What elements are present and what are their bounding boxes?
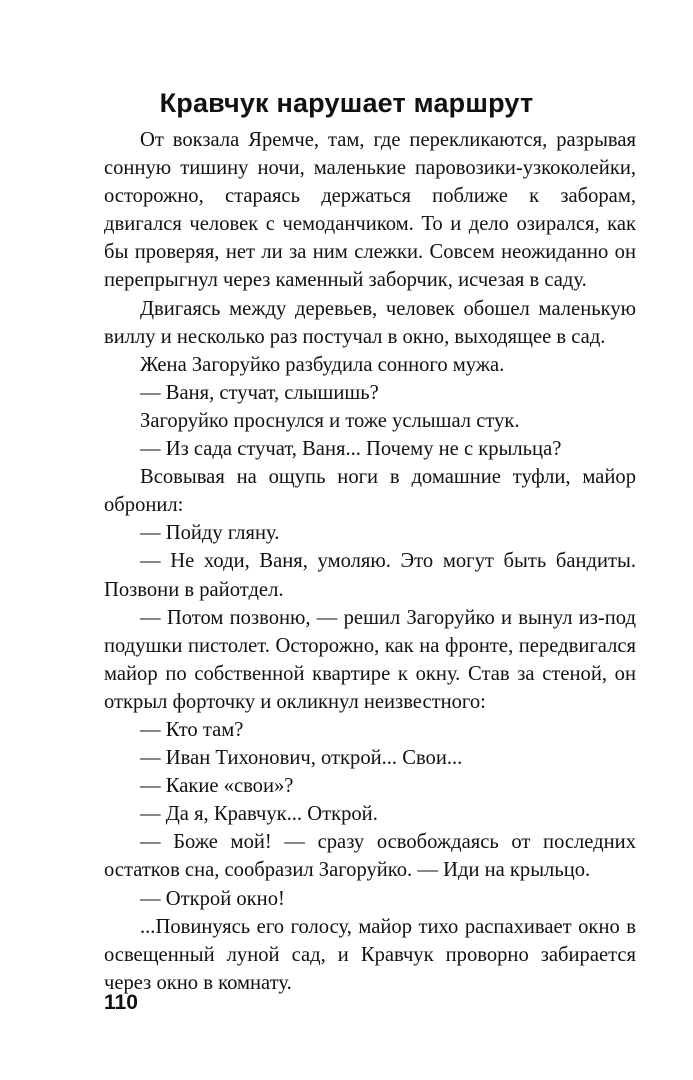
paragraph: Загоруйко проснулся и тоже услышал стук. [140,409,520,432]
paragraph: — Иван Тихонович, открой... Свои... [140,747,463,770]
paragraph: — Боже мой! — сразу освобождаясь от последних остатков сна, сообразил Загоруйко. — Иди на крыльцо. [104,831,636,882]
paragraph: Жена Загоруйко разбудила сонного мужа. [140,353,505,376]
paragraph: — Ваня, стучат, слышишь? [140,381,379,404]
paragraph: ...Повинуясь его голосу, майор тихо распахивает окно в освещенный луной сад, и Кравчук проворно забирается через окно в комнату. [104,915,636,994]
paragraph: — Да я, Кравчук... Открой. [140,803,378,826]
paragraph: От вокзала Яремче, там, где перекликаются, разрывая сонную тишину ночи, маленькие паровозики-узкоколейки, осторожно, стараясь держаться поближе к заборам, двигался человек с чемоданчиком. То и дело озирался, как бы проверяя, нет ли за ним слежки. Совсем неожиданно он перепрыгнул через каменный заборчик, исчезая в саду. [104,129,636,292]
paragraph: — Открой окно! [140,887,285,910]
paragraph: Всовывая на ощупь ноги в домашние туфли, майор обронил: [104,466,636,517]
paragraph: — Из сада стучат, Ваня... Почему не с крыльца? [140,438,562,461]
paragraph: — Потом позвоню, — решил Загоруйко и вынул из-под подушки пистолет. Осторожно, как на фронте, передвигался майор по собственной квартире к окну. Став за стеной, он открыл форточку и окликнул неизвестного: [104,606,636,713]
chapter-title: Кравчук нарушает маршрут [159,88,534,119]
chapter-body [104,126,636,997]
paragraph: — Кто там? [140,718,244,741]
paragraph: — Какие «свои»? [140,775,294,798]
paragraph: Двигаясь между деревьев, человек обошел маленькую виллу и несколько раз постучал в окно, выходящее в сад. [104,297,636,348]
paragraph: — Не ходи, Ваня, умоляю. Это могут быть бандиты. Позвони в райотдел. [104,550,636,601]
page-number: 110 [104,991,138,1014]
paragraph: — Пойду гляну. [140,522,280,545]
